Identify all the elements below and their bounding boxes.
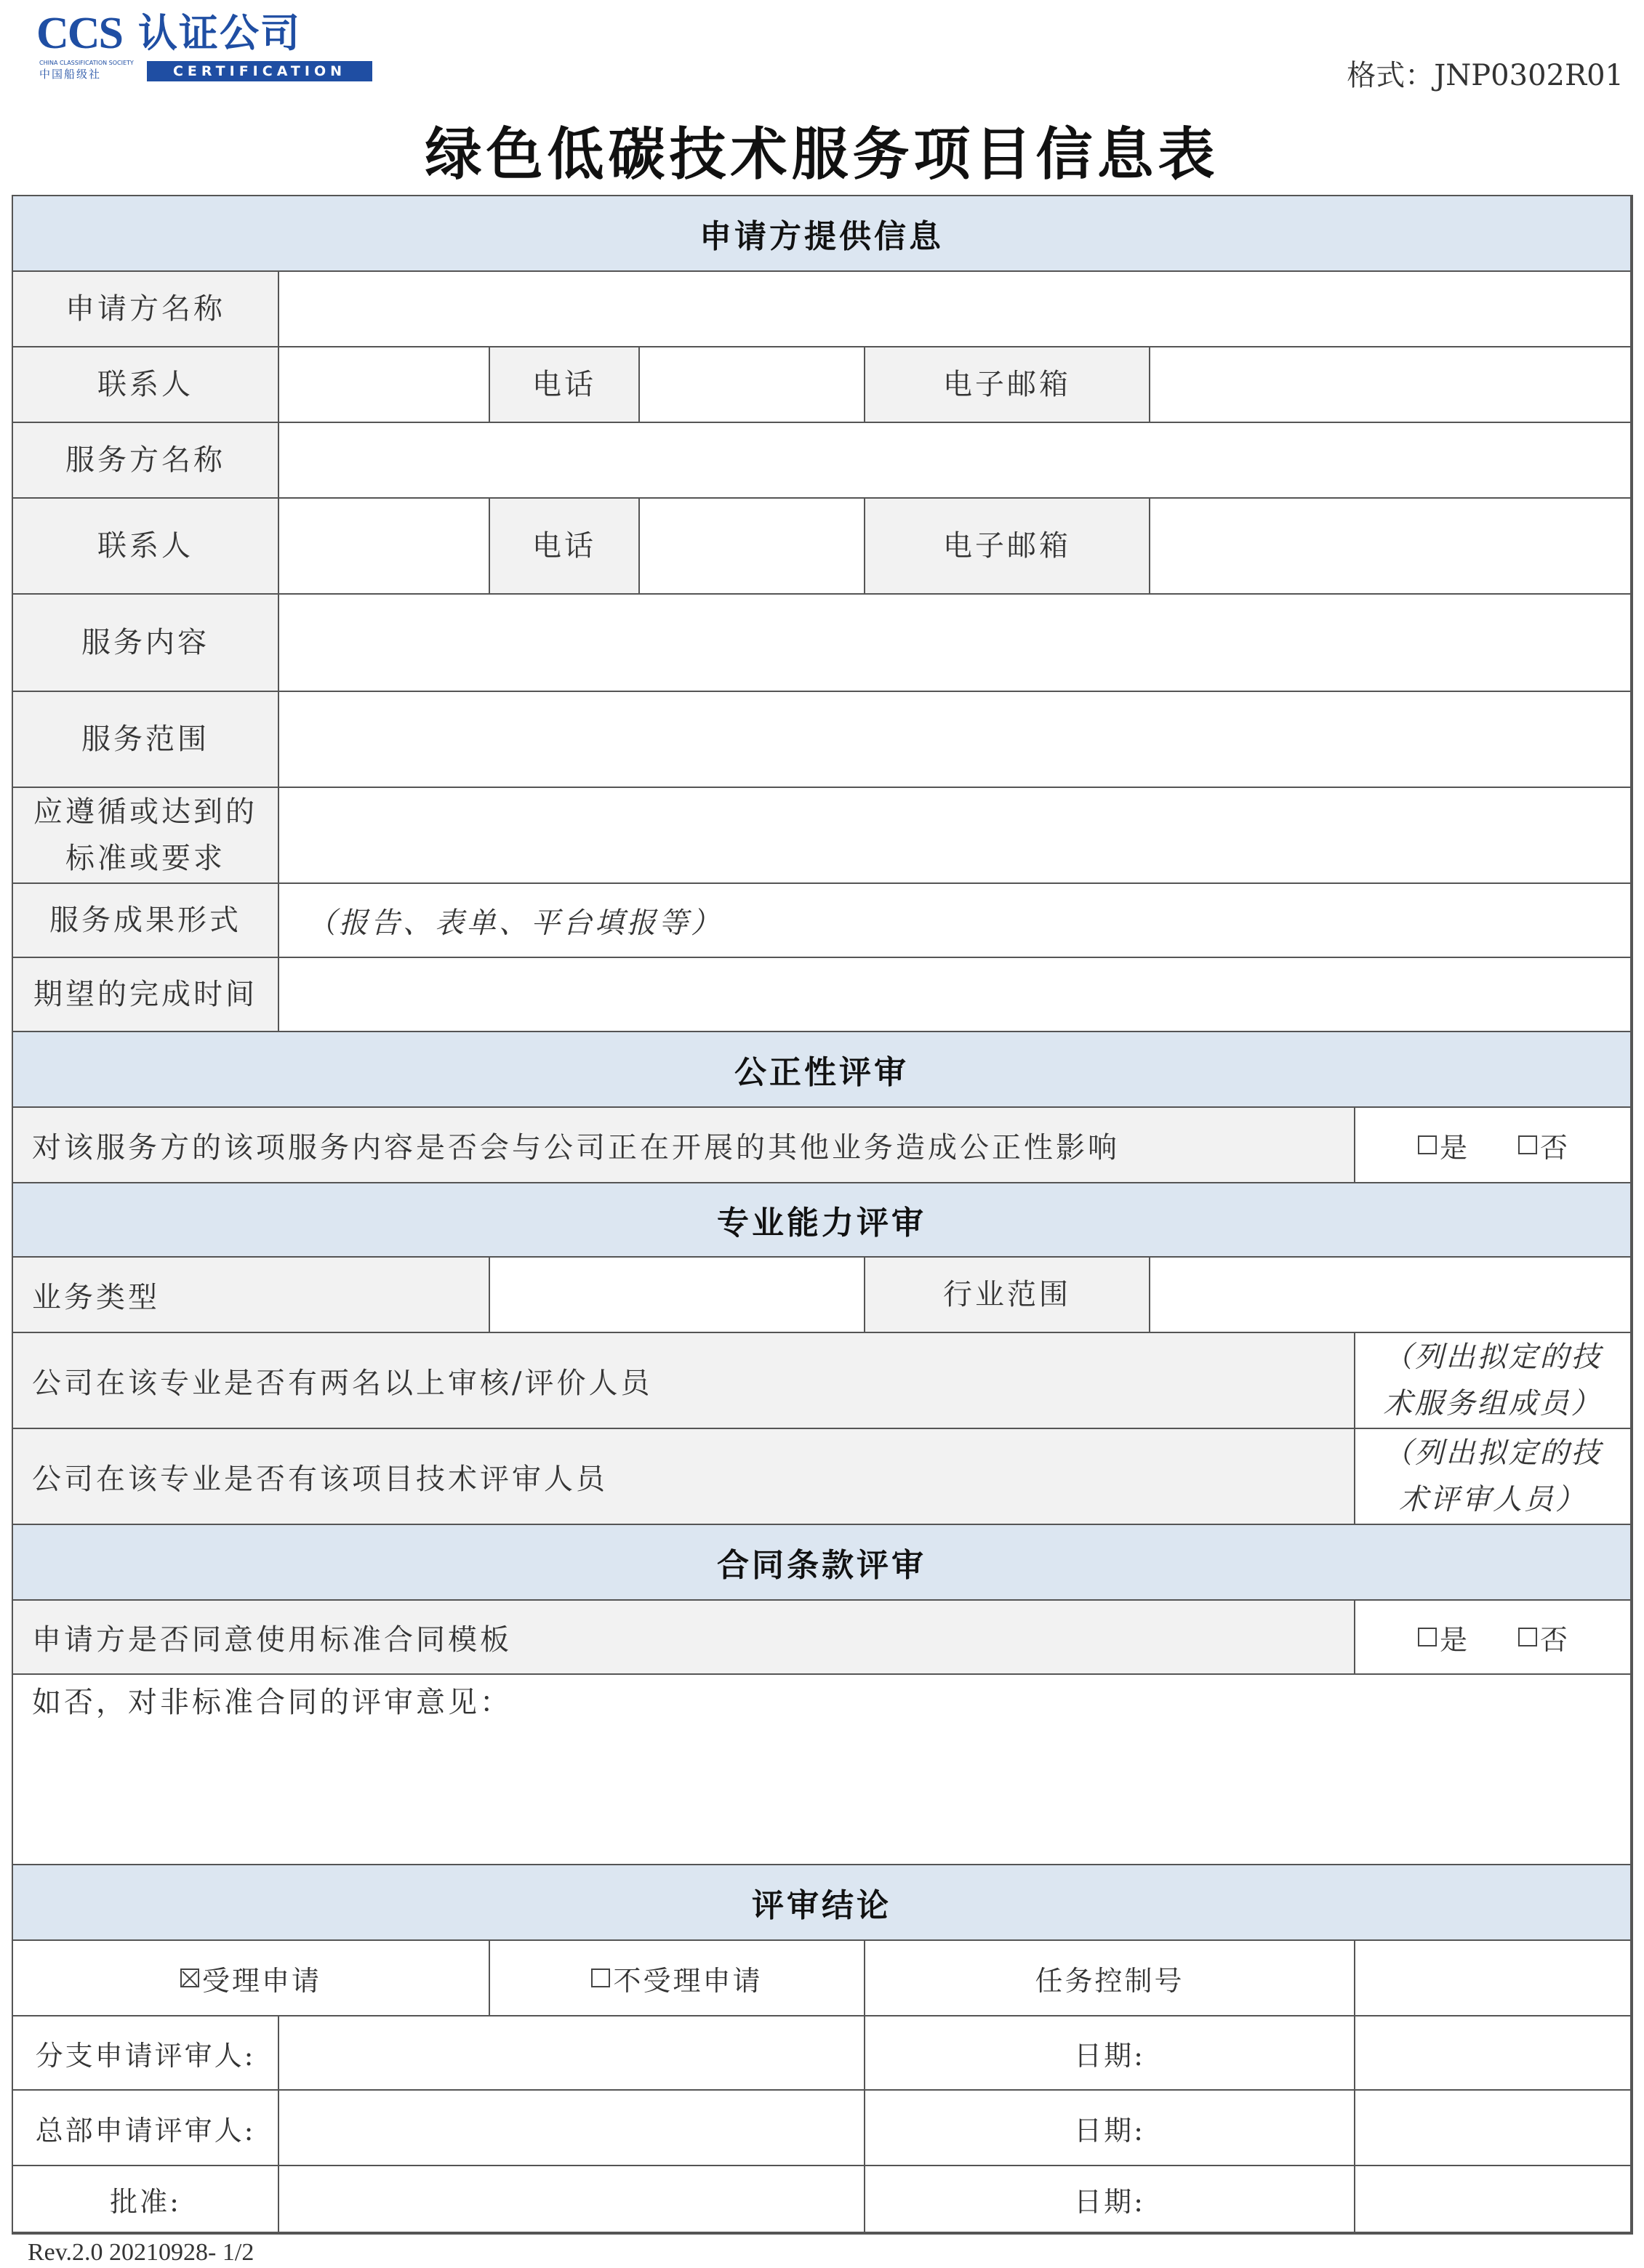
industry-scope-field[interactable] <box>1150 1258 1632 1333</box>
provider-name-label: 服务方名称 <box>13 423 279 499</box>
logo-cn: 认证公司 <box>138 10 301 56</box>
contract-no-option[interactable]: 否 <box>1518 1617 1568 1657</box>
section-contract-heading: 合同条款评审 <box>13 1525 1632 1601</box>
applicant-name-label: 申请方名称 <box>13 272 279 347</box>
service-content-field[interactable] <box>279 595 1632 692</box>
logo-cert-bar: CERTIFICATION <box>147 61 372 81</box>
logo-sub-en: CHINA CLASSIFICATION SOCIETY <box>39 60 134 66</box>
provider-contact-field[interactable] <box>279 499 490 595</box>
applicant-phone-field[interactable] <box>640 347 865 423</box>
competence-note-1-line1: （列出拟定的技 <box>1383 1340 1603 1374</box>
reject-option[interactable]: 不受理申请 <box>490 1941 865 2016</box>
branch-reviewer-field[interactable] <box>279 2016 865 2091</box>
accept-option[interactable]: 受理申请 <box>13 1941 490 2016</box>
applicant-email-label: 电子邮箱 <box>865 347 1150 423</box>
hq-reviewer-field[interactable] <box>279 2091 865 2166</box>
completion-time-label: 期望的完成时间 <box>13 958 279 1032</box>
checkbox-icon[interactable] <box>1418 1135 1437 1154</box>
completion-time-field[interactable] <box>279 958 1632 1032</box>
business-type-field[interactable] <box>490 1258 865 1333</box>
hq-date-label: 日期: <box>865 2091 1355 2166</box>
provider-phone-field[interactable] <box>640 499 865 595</box>
competence-note-2-line2: 术评审人员） <box>1399 1483 1587 1516</box>
applicant-name-field[interactable] <box>279 272 1632 347</box>
branch-reviewer-label: 分支申请评审人: <box>13 2016 279 2091</box>
business-type-label: 业务类型 <box>13 1258 490 1333</box>
competence-note-1-line2: 术服务组成员） <box>1383 1387 1603 1420</box>
impartiality-no-option[interactable]: 否 <box>1518 1125 1568 1165</box>
provider-email-label: 电子邮箱 <box>865 499 1150 595</box>
revision-footer: Rev.2.0 20210928- 1/2 <box>28 2239 254 2266</box>
contract-choice <box>1355 1601 1632 1675</box>
standards-label-line2: 标准或要求 <box>65 842 225 875</box>
checkbox-icon[interactable] <box>1418 1628 1437 1646</box>
hq-date-field[interactable] <box>1355 2091 1632 2166</box>
provider-phone-label: 电话 <box>490 499 640 595</box>
approval-label: 批准: <box>13 2166 279 2233</box>
section-impartiality-heading: 公正性评审 <box>13 1032 1632 1108</box>
approval-date-field[interactable] <box>1355 2166 1632 2233</box>
competence-question-2: 公司在该专业是否有该项目技术评审人员 <box>13 1429 1355 1525</box>
checkbox-icon[interactable] <box>1518 1628 1537 1646</box>
applicant-email-field[interactable] <box>1150 347 1632 423</box>
checkbox-icon[interactable] <box>1518 1135 1537 1154</box>
contract-opinion-field[interactable] <box>13 1675 1632 1865</box>
section-applicant-heading: 申请方提供信息 <box>13 196 1632 272</box>
provider-email-field[interactable] <box>1150 499 1632 595</box>
standards-label <box>13 788 279 884</box>
provider-name-field[interactable] <box>279 423 1632 499</box>
hq-reviewer-label: 总部申请评审人: <box>13 2091 279 2166</box>
deliverable-field[interactable]: （报告、表单、平台填报等） <box>279 884 1632 958</box>
branch-date-label: 日期: <box>865 2016 1355 2091</box>
applicant-contact-field[interactable] <box>279 347 490 423</box>
contract-yes-option[interactable]: 是 <box>1418 1617 1467 1657</box>
approval-field[interactable] <box>279 2166 865 2233</box>
checkbox-icon[interactable] <box>591 1969 610 1987</box>
info-form <box>12 195 1633 2235</box>
industry-scope-label: 行业范围 <box>865 1258 1150 1333</box>
contract-question: 申请方是否同意使用标准合同模板 <box>13 1601 1355 1675</box>
logo-letters: CCS <box>36 9 123 58</box>
standards-field[interactable] <box>279 788 1632 884</box>
section-competence-heading: 专业能力评审 <box>13 1183 1632 1258</box>
competence-note-2-line1: （列出拟定的技 <box>1383 1436 1603 1470</box>
logo-sub-cn: 中国船级社 <box>39 68 102 81</box>
applicant-contact-label: 联系人 <box>13 347 279 423</box>
competence-question-1: 公司在该专业是否有两名以上审核/评价人员 <box>13 1333 1355 1429</box>
impartiality-yes-option[interactable]: 是 <box>1418 1125 1467 1165</box>
contract-opinion-label: 如否，对非标准合同的评审意见： <box>32 1686 512 1719</box>
ccs-certification-logo <box>36 10 378 79</box>
branch-date-field[interactable] <box>1355 2016 1632 2091</box>
competence-note-1[interactable] <box>1355 1333 1632 1429</box>
service-content-label: 服务内容 <box>13 595 279 692</box>
competence-note-2[interactable] <box>1355 1429 1632 1525</box>
approval-date-label: 日期: <box>865 2166 1355 2233</box>
impartiality-question: 对该服务方的该项服务内容是否会与公司正在开展的其他业务造成公正性影响 <box>13 1108 1355 1183</box>
impartiality-choice <box>1355 1108 1632 1183</box>
applicant-phone-label: 电话 <box>490 347 640 423</box>
standards-label-line1: 应遵循或达到的 <box>33 795 257 829</box>
provider-contact-label: 联系人 <box>13 499 279 595</box>
format-code: 格式：JNP0302R01 <box>1347 59 1624 92</box>
deliverable-label: 服务成果形式 <box>13 884 279 958</box>
service-scope-field[interactable] <box>279 692 1632 788</box>
task-number-field[interactable] <box>1355 1941 1632 2016</box>
service-scope-label: 服务范围 <box>13 692 279 788</box>
checked-checkbox-icon[interactable] <box>180 1969 199 1987</box>
section-conclusion-heading: 评审结论 <box>13 1865 1632 1941</box>
page-title: 绿色低碳技术服务项目信息表 <box>425 121 1219 188</box>
task-number-label: 任务控制号 <box>865 1941 1355 2016</box>
